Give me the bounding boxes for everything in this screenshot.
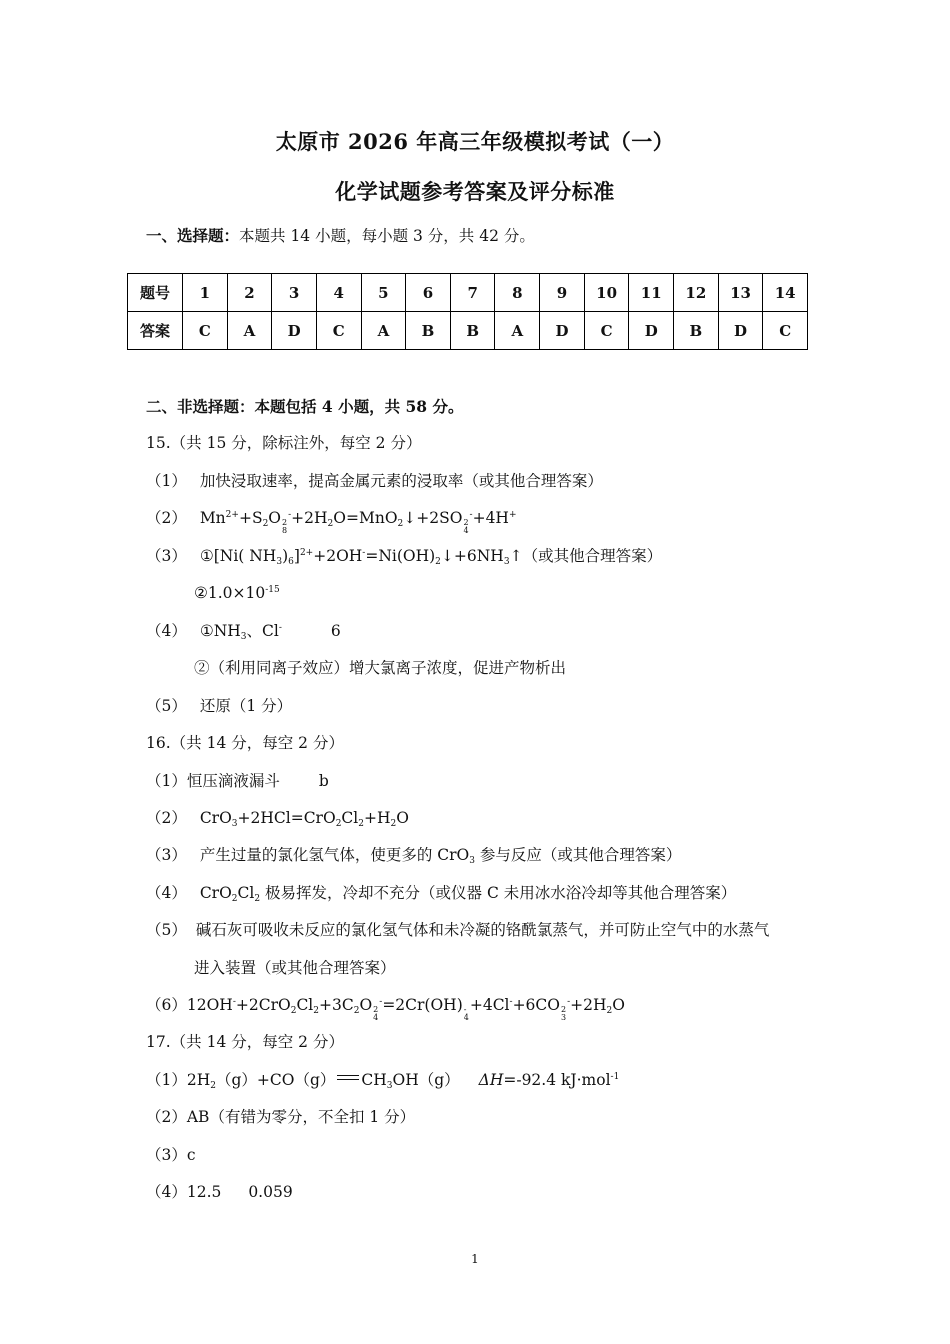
q15-a4a-text: $①NH_3$、Cl- <box>199 622 282 642</box>
table-cell: 10 <box>584 274 629 312</box>
q15-a3-equation: ①[Ni( $NH_3)_6]^{2+}+2OH^-=Ni(OH)_2↓+6NH_3↑$ <box>199 547 523 567</box>
table-cell: C <box>584 312 629 350</box>
table-cell: 1 <box>183 274 228 312</box>
q16-a5-tag: （5） <box>146 921 187 939</box>
table-cell: 11 <box>629 274 674 312</box>
table-row-numbers <box>128 274 808 312</box>
q16-a1-text: （1）恒压滴液漏斗 <box>146 772 280 790</box>
table-cell: 6 <box>406 274 451 312</box>
table-cell: C <box>763 312 808 350</box>
q15-a3b-exponent: -15 <box>265 585 280 595</box>
table-cell: 12 <box>674 274 719 312</box>
section1-desc: 本题共 14 小题，每小题 3 分，共 42 分。 <box>239 227 535 245</box>
table-cell: 7 <box>450 274 495 312</box>
table-cell: A <box>495 312 540 350</box>
q16-answer-3: （3） 产生过量的氯化氢气体，使更多的 CrO$_3$ 参与反应（或其他合理答案） <box>146 846 682 866</box>
q15-a5-tag: （5） <box>146 697 187 715</box>
table-cell: 3 <box>272 274 317 312</box>
q15-a1-text: 加快浸取速率，提高金属元素的浸取率（或其他合理答案） <box>199 472 603 490</box>
table-cell: D <box>629 312 674 350</box>
q16-answer-1 <box>146 771 329 791</box>
table-row-answers <box>128 312 808 350</box>
q17-a4-text: （4）12.5 <box>146 1183 222 1201</box>
q15-a4a-value: 6 <box>330 622 341 640</box>
page-title: 太原市 2026 年高三年级模拟考试（一） <box>275 129 675 154</box>
q16-a1-value: b <box>318 772 329 790</box>
table-cell: 9 <box>540 274 585 312</box>
q15-answer-3b <box>194 583 280 603</box>
section1-line <box>146 226 535 246</box>
q16-a3-pre: 产生过量的氯化氢气体，使更多的 CrO <box>199 846 470 864</box>
table-cell: 5 <box>361 274 406 312</box>
q17-a4-value: 0.059 <box>248 1183 293 1201</box>
table-cell: 2 <box>227 274 272 312</box>
q15-a2-equation: $Mn^{2+}+S_2O$ 2 8 $^-+2H_2O=MnO_2↓+2SO$ 2 4 -+4H+ <box>199 509 517 535</box>
q15-a3-tag: （3） <box>146 547 187 565</box>
q17-answer-4 <box>146 1182 293 1202</box>
q16-a4-tag: （4） <box>146 884 187 902</box>
q16-a4-post: 极易挥发，冷却不充分（或仪器 C 未用冰水浴冷却等其他合理答案） <box>260 884 737 902</box>
q15-a5-text: 还原（1 分） <box>199 697 293 715</box>
page-subtitle: 化学试题参考答案及评分标准 <box>335 179 615 204</box>
q16-answer-5-line2: 进入装置（或其他合理答案） <box>194 959 396 977</box>
equilibrium-arrow-icon <box>337 1073 359 1083</box>
q17-answer-1 <box>146 1070 619 1090</box>
q15-a3-note: （或其他合理答案） <box>522 547 663 565</box>
q16-head: 16.（共 14 分，每空 2 分） <box>146 734 344 752</box>
table-row-label: 题号 <box>128 274 183 312</box>
table-cell: C <box>183 312 228 350</box>
table-cell: C <box>316 312 361 350</box>
table-cell: D <box>540 312 585 350</box>
table-cell: 13 <box>718 274 763 312</box>
q16-a2-tag: （2） <box>146 809 187 827</box>
table-cell: B <box>406 312 451 350</box>
q16-a3-post: 参与反应（或其他合理答案） <box>474 846 682 864</box>
q15-head: 15.（共 15 分，除标注外，每空 2 分） <box>146 434 422 452</box>
table-cell: D <box>272 312 317 350</box>
q15-answer-3 <box>146 546 662 566</box>
q15-a2-tag: （2） <box>146 509 187 527</box>
q17-answer-2: （2）AB（有错为零分，不全扣 1 分） <box>146 1108 416 1126</box>
section1-heading: 一、选择题： <box>146 226 240 245</box>
q16-a4-formula: $CrO_2Cl_2$ <box>199 884 261 904</box>
q16-answer-2 <box>146 808 409 828</box>
section2-heading: 二、非选择题：本题包括 4 小题，共 58 分。 <box>146 397 464 416</box>
q15-a1-tag: （1） <box>146 472 187 490</box>
q16-a6-tag: （6） <box>146 996 187 1014</box>
q17-a1-enthalpy: ΔH=-92.4 kJ·mol$^{-1}$ <box>478 1071 620 1089</box>
table-cell: 4 <box>316 274 361 312</box>
table-cell: A <box>361 312 406 350</box>
q16-answer-4 <box>146 883 736 903</box>
q15-a4-tag: （4） <box>146 622 187 640</box>
table-row-label: 答案 <box>128 312 183 350</box>
q16-a5-line1: 碱石灰可吸收未反应的氯化氢气体和未冷凝的铬酰氯蒸气，并可防止空气中的水蒸气 <box>195 921 770 939</box>
q15-answer-2 <box>146 508 517 535</box>
table-cell: 14 <box>763 274 808 312</box>
q15-answer-4 <box>146 621 341 641</box>
q16-a2-equation: $CrO_3+2HCl=CrO_2Cl_2+H_2O$ <box>199 809 409 829</box>
table-cell: B <box>450 312 495 350</box>
q16-answer-6 <box>146 995 625 1022</box>
q17-answer-3: （3）c <box>146 1146 196 1164</box>
table-cell: A <box>227 312 272 350</box>
table-cell: B <box>674 312 719 350</box>
q16-answer-5 <box>146 920 769 940</box>
q16-a3-tag: （3） <box>146 846 187 864</box>
q15-a3b-text: ②1.0×10 <box>194 584 266 602</box>
q17-a1-equation: $2H_2(g)+CO(g)$ $CH_3OH(g)$ <box>186 1071 460 1091</box>
q15-answer-4b: ②（利用同离子效应）增大氯离子浓度，促进产物析出 <box>194 659 567 677</box>
page-number: 1 <box>471 1252 479 1266</box>
q17-head: 17.（共 14 分，每空 2 分） <box>146 1033 344 1051</box>
answer-table <box>127 273 808 350</box>
table-cell: D <box>718 312 763 350</box>
q16-a6-equation: $12OH^-+2CrO_2Cl_2+3C_2O$ 2 4 -=2Cr(OH) - 4 +4Cl-+6CO 2 3 $^-+2H_2O$ <box>186 996 625 1022</box>
table-cell: 8 <box>495 274 540 312</box>
q15-answer-5 <box>146 696 292 716</box>
q17-a1-tag: （1） <box>146 1071 187 1089</box>
q15-answer-1 <box>146 471 603 491</box>
